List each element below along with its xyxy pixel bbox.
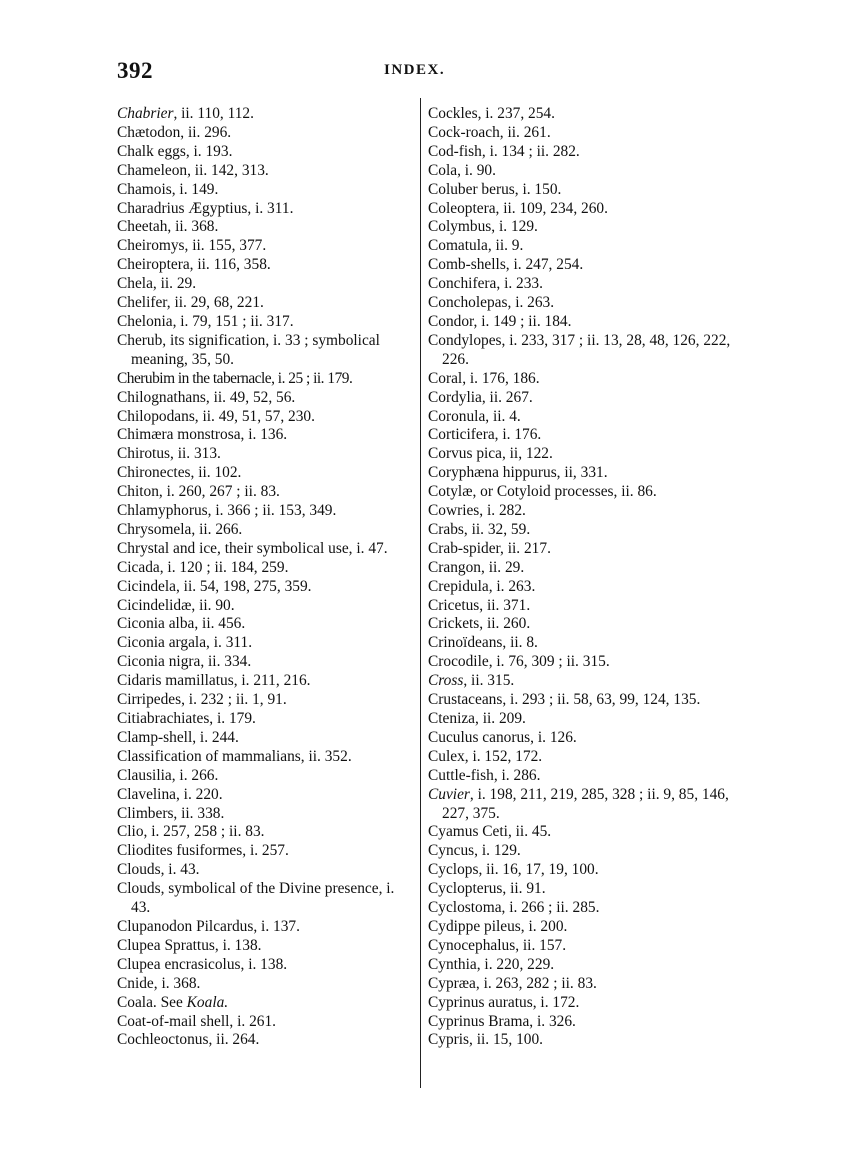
index-entry	[428, 899, 738, 918]
index-entry	[428, 502, 738, 521]
index-entry-text: Chirotus, ii. 313.	[117, 445, 221, 463]
index-entry	[428, 559, 738, 578]
index-entry-text: Clupea encrasicolus, i. 138.	[117, 955, 288, 973]
index-entry	[117, 691, 415, 710]
index-entry	[117, 540, 415, 559]
index-entry-text: Cheetah, ii. 368.	[117, 218, 219, 236]
index-entry	[117, 521, 415, 540]
index-entry	[117, 143, 415, 162]
index-entry	[428, 653, 738, 672]
index-entry-text: Clouds, i. 43.	[117, 861, 200, 879]
index-entry-text: Crabs, ii. 32, 59.	[428, 520, 531, 538]
index-entry	[117, 389, 415, 408]
index-entry-text: Cypris, ii. 15, 100.	[428, 1031, 544, 1049]
index-entry	[428, 105, 738, 124]
index-entry-text: Clausilia, i. 266.	[117, 766, 219, 784]
index-entry-text: Chætodon, ii. 296.	[117, 123, 232, 141]
index-entry	[117, 408, 415, 427]
index-entry-text: Corvus pica, ii, 122.	[428, 445, 553, 463]
index-entry	[428, 408, 738, 427]
index-entry-text: Cyamus Ceti, ii. 45.	[428, 823, 552, 841]
index-entry-text: Cicada, i. 120 ; ii. 184, 259.	[117, 558, 289, 576]
index-entry	[117, 105, 415, 124]
index-entry-text: Crepidula, i. 263.	[428, 577, 536, 595]
index-entry	[428, 521, 738, 540]
index-entry	[117, 729, 415, 748]
index-entry	[428, 937, 738, 956]
index-entry-text: Culex, i. 152, 172.	[428, 747, 543, 765]
index-entry-text: Cuttle-fish, i. 286.	[428, 766, 541, 784]
index-entry-text: Chimæra monstrosa, i. 136.	[117, 426, 288, 444]
index-entry-text: Conchifera, i. 233.	[428, 275, 543, 293]
index-entry	[117, 786, 415, 805]
index-entry	[428, 767, 738, 786]
index-entry-text: Citiabrachiates, i. 179.	[117, 710, 256, 727]
index-entry	[428, 218, 738, 237]
index-entry	[117, 313, 415, 332]
index-entry	[117, 200, 415, 219]
index-entry-text: Cidaris mamillatus, i. 211, 216.	[117, 672, 311, 690]
index-entry-text: Chameleon, ii. 142, 313.	[117, 161, 269, 179]
index-entry-text: Coronula, ii. 4.	[428, 407, 521, 425]
index-entry-term: Cross	[428, 672, 464, 690]
column-divider	[420, 98, 421, 1088]
index-entry	[117, 332, 415, 370]
index-entry	[428, 994, 738, 1013]
index-entry-crossref: Koala.	[186, 993, 229, 1011]
index-entry	[428, 786, 738, 824]
index-entry	[117, 124, 415, 143]
index-entry	[117, 748, 415, 767]
index-entry-text: Cirripedes, i. 232 ; ii. 1, 91.	[117, 691, 287, 709]
index-entry	[428, 143, 738, 162]
index-entry	[117, 805, 415, 824]
index-entry	[428, 597, 738, 616]
index-entry-text: Cteniza, ii. 209.	[428, 710, 526, 727]
index-entry	[117, 464, 415, 483]
index-entry	[428, 445, 738, 464]
index-entry-text: Condor, i. 149 ; ii. 184.	[428, 312, 572, 330]
index-entry	[117, 483, 415, 502]
index-entry	[428, 823, 738, 842]
index-entry	[428, 200, 738, 219]
index-entry	[117, 861, 415, 880]
index-entry	[428, 464, 738, 483]
index-entry-text: Cheiroptera, ii. 116, 358.	[117, 256, 271, 274]
index-entry	[117, 502, 415, 521]
index-entry-text: Clouds, symbolical of the Divine presence, i. 43.	[117, 880, 395, 917]
index-entry-text: Chelonia, i. 79, 151 ; ii. 317.	[117, 312, 294, 330]
index-entry	[117, 445, 415, 464]
index-entry	[117, 710, 415, 729]
index-entry-text: Coryphæna hippurus, ii, 331.	[428, 464, 608, 482]
index-entry-text: Cyncus, i. 129.	[428, 842, 521, 860]
index-entry	[428, 313, 738, 332]
index-entry	[428, 672, 738, 691]
index-entry	[428, 975, 738, 994]
index-entry-text: Ciconia argala, i. 311.	[117, 634, 253, 652]
index-entry	[117, 842, 415, 861]
index-entry-text: Crocodile, i. 76, 309 ; ii. 315.	[428, 653, 610, 671]
index-entry-text: Chironectes, ii. 102.	[117, 464, 242, 482]
index-entry-text: Coluber berus, i. 150.	[428, 180, 562, 198]
index-entry-text: Chalk eggs, i. 193.	[117, 142, 233, 160]
index-entry-text: Cowries, i. 282.	[428, 502, 526, 520]
index-entry	[117, 237, 415, 256]
index-column-left	[117, 105, 415, 1050]
index-entry	[428, 162, 738, 181]
index-entry-text: Cricetus, ii. 371.	[428, 596, 531, 614]
index-entry-text: Cockles, i. 237, 254.	[428, 105, 555, 122]
index-entry	[428, 880, 738, 899]
index-entry	[428, 861, 738, 880]
index-entry-text: Cod-fish, i. 134 ; ii. 282.	[428, 142, 580, 160]
index-column-right	[428, 105, 738, 1050]
index-entry-text: Comatula, ii. 9.	[428, 237, 524, 255]
index-entry	[428, 256, 738, 275]
index-entry	[428, 956, 738, 975]
index-entry-text: Cynocephalus, ii. 157.	[428, 936, 567, 954]
index-entry	[117, 1031, 415, 1050]
index-entry-text: Cherub, its signification, i. 33 ; symbolical meaning, 35, 50.	[117, 331, 380, 368]
index-entry-text: Cnide, i. 368.	[117, 974, 201, 992]
index-entry	[117, 767, 415, 786]
index-entry-text: Cyclops, ii. 16, 17, 19, 100.	[428, 861, 599, 879]
index-entry-text: Cyprinus Brama, i. 326.	[428, 1012, 576, 1030]
index-entry	[428, 275, 738, 294]
running-head: INDEX.	[384, 62, 446, 78]
index-entry-term: Cuvier	[428, 785, 470, 803]
index-entry-text: Cydippe pileus, i. 200.	[428, 917, 568, 935]
index-entry	[428, 748, 738, 767]
index-entry	[117, 181, 415, 200]
index-entry-text: Classification of mammalians, ii. 352.	[117, 747, 352, 765]
index-entry-text: , ii. 315.	[463, 672, 515, 690]
index-entry-text: Cuculus canorus, i. 126.	[428, 728, 577, 746]
index-entry	[428, 294, 738, 313]
index-entry	[428, 1013, 738, 1032]
index-entry-text: Concholepas, i. 263.	[428, 294, 555, 312]
index-entry	[428, 124, 738, 143]
index-entry-text: Chela, ii. 29.	[117, 275, 197, 293]
index-entry	[428, 426, 738, 445]
index-entry	[117, 275, 415, 294]
index-entry	[117, 994, 415, 1013]
index-entry-text: Crinoïdeans, ii. 8.	[428, 634, 538, 652]
index-entry-text: Coat-of-mail shell, i. 261.	[117, 1012, 277, 1030]
index-entry-text: Coala. See	[117, 993, 187, 1011]
index-entry	[117, 937, 415, 956]
index-entry	[117, 823, 415, 842]
index-entry	[117, 634, 415, 653]
index-entry	[428, 389, 738, 408]
index-entry-text: Crickets, ii. 260.	[428, 615, 531, 633]
index-entry	[428, 181, 738, 200]
index-entry	[117, 426, 415, 445]
index-entry-text: Cyclostoma, i. 266 ; ii. 285.	[428, 899, 600, 917]
index-entry	[117, 256, 415, 275]
index-entry-text: , i. 198, 211, 219, 285, 328 ; ii. 9, 85, 146, 227, 375.	[442, 785, 729, 822]
index-entry	[428, 578, 738, 597]
index-entry-text: Crangon, ii. 29.	[428, 558, 525, 576]
index-entry	[428, 729, 738, 748]
index-entry	[428, 691, 738, 710]
index-entry-text: Cheiromys, ii. 155, 377.	[117, 237, 267, 255]
index-entry	[117, 597, 415, 616]
index-entry-text: Clamp-shell, i. 244.	[117, 728, 239, 746]
index-entry	[117, 370, 415, 389]
index-entry	[428, 332, 738, 370]
index-entry-text: Corticifera, i. 176.	[428, 426, 542, 444]
index-entry-text: Comb-shells, i. 247, 254.	[428, 256, 584, 274]
index-entry-text: Cola, i. 90.	[428, 161, 496, 179]
index-entry	[428, 918, 738, 937]
index-entry-text: Chelifer, ii. 29, 68, 221.	[117, 294, 264, 312]
index-entry	[428, 1031, 738, 1050]
index-entry-text: Cochleoctonus, ii. 264.	[117, 1031, 260, 1049]
index-entry	[117, 975, 415, 994]
index-entry-text: Cyprinus auratus, i. 172.	[428, 993, 580, 1011]
index-entry-text: Crab-spider, ii. 217.	[428, 539, 551, 557]
index-entry-text: Coral, i. 176, 186.	[428, 369, 540, 387]
index-entry-text: Charadrius Ægyptius, i. 311.	[117, 199, 294, 217]
index-entry	[428, 237, 738, 256]
index-entry-text: Crustaceans, i. 293 ; ii. 58, 63, 99, 124, 135.	[428, 691, 701, 709]
index-entry	[117, 294, 415, 313]
index-entry-text: Cicindelidæ, ii. 90.	[117, 596, 235, 614]
index-entry-text: Ciconia alba, ii. 456.	[117, 615, 246, 633]
index-entry-text: Coleoptera, ii. 109, 234, 260.	[428, 199, 608, 217]
index-entry	[117, 218, 415, 237]
index-entry	[428, 634, 738, 653]
index-entry	[117, 672, 415, 691]
index-entry-text: Cotylæ, or Cotyloid processes, ii. 86.	[428, 483, 657, 501]
index-entry	[117, 559, 415, 578]
index-entry-text: Clio, i. 257, 258 ; ii. 83.	[117, 823, 265, 841]
index-entry	[428, 615, 738, 634]
index-entry-text: Clavelina, i. 220.	[117, 785, 223, 803]
index-entry-text: Cypræa, i. 263, 282 ; ii. 83.	[428, 974, 597, 992]
index-entry	[117, 880, 415, 918]
index-entry	[428, 842, 738, 861]
index-entry	[117, 162, 415, 181]
index-entry-text: Clupanodon Pilcardus, i. 137.	[117, 917, 300, 935]
index-entry-text: Chlamyphorus, i. 366 ; ii. 153, 349.	[117, 502, 337, 520]
index-entry-text: Condylopes, i. 233, 317 ; ii. 13, 28, 48, 126, 222, 226.	[428, 331, 731, 368]
index-entry-text: Cherubim in the tabernacle, i. 25 ; ii. 179.	[117, 369, 353, 387]
index-entry	[428, 483, 738, 502]
index-entry-text: Ciconia nigra, ii. 334.	[117, 653, 252, 671]
index-entry-text: Cynthia, i. 220, 229.	[428, 955, 555, 973]
index-entry-text: Chiton, i. 260, 267 ; ii. 83.	[117, 483, 280, 501]
index-entry-text: Climbers, ii. 338.	[117, 804, 225, 822]
index-entry-text: Chamois, i. 149.	[117, 180, 219, 198]
index-entry-text: Chilognathans, ii. 49, 52, 56.	[117, 388, 296, 406]
index-entry-text: Colymbus, i. 129.	[428, 218, 538, 236]
index-entry	[117, 1013, 415, 1032]
index-entry	[117, 956, 415, 975]
page-number: 392	[117, 58, 153, 83]
index-entry-text: Chrystal and ice, their symbolical use, i. 47.	[117, 539, 388, 557]
index-entry	[117, 615, 415, 634]
index-entry-text: Clupea Sprattus, i. 138.	[117, 936, 262, 954]
index-entry-term: Chabrier	[117, 105, 174, 122]
index-entry-text: , ii. 110, 112.	[173, 105, 254, 122]
index-entry-text: Cliodites fusiformes, i. 257.	[117, 842, 289, 860]
index-entry	[117, 918, 415, 937]
index-entry-text: Cyclopterus, ii. 91.	[428, 880, 546, 898]
index-entry	[117, 653, 415, 672]
index-entry	[428, 710, 738, 729]
index-entry-text: Cordylia, ii. 267.	[428, 388, 533, 406]
index-entry-text: Cock-roach, ii. 261.	[428, 123, 551, 141]
index-entry-text: Cicindela, ii. 54, 198, 275, 359.	[117, 577, 312, 595]
index-entry	[428, 540, 738, 559]
index-entry-text: Chilopodans, ii. 49, 51, 57, 230.	[117, 407, 315, 425]
index-entry-text: Chrysomela, ii. 266.	[117, 520, 243, 538]
index-entry	[428, 370, 738, 389]
index-entry	[117, 578, 415, 597]
